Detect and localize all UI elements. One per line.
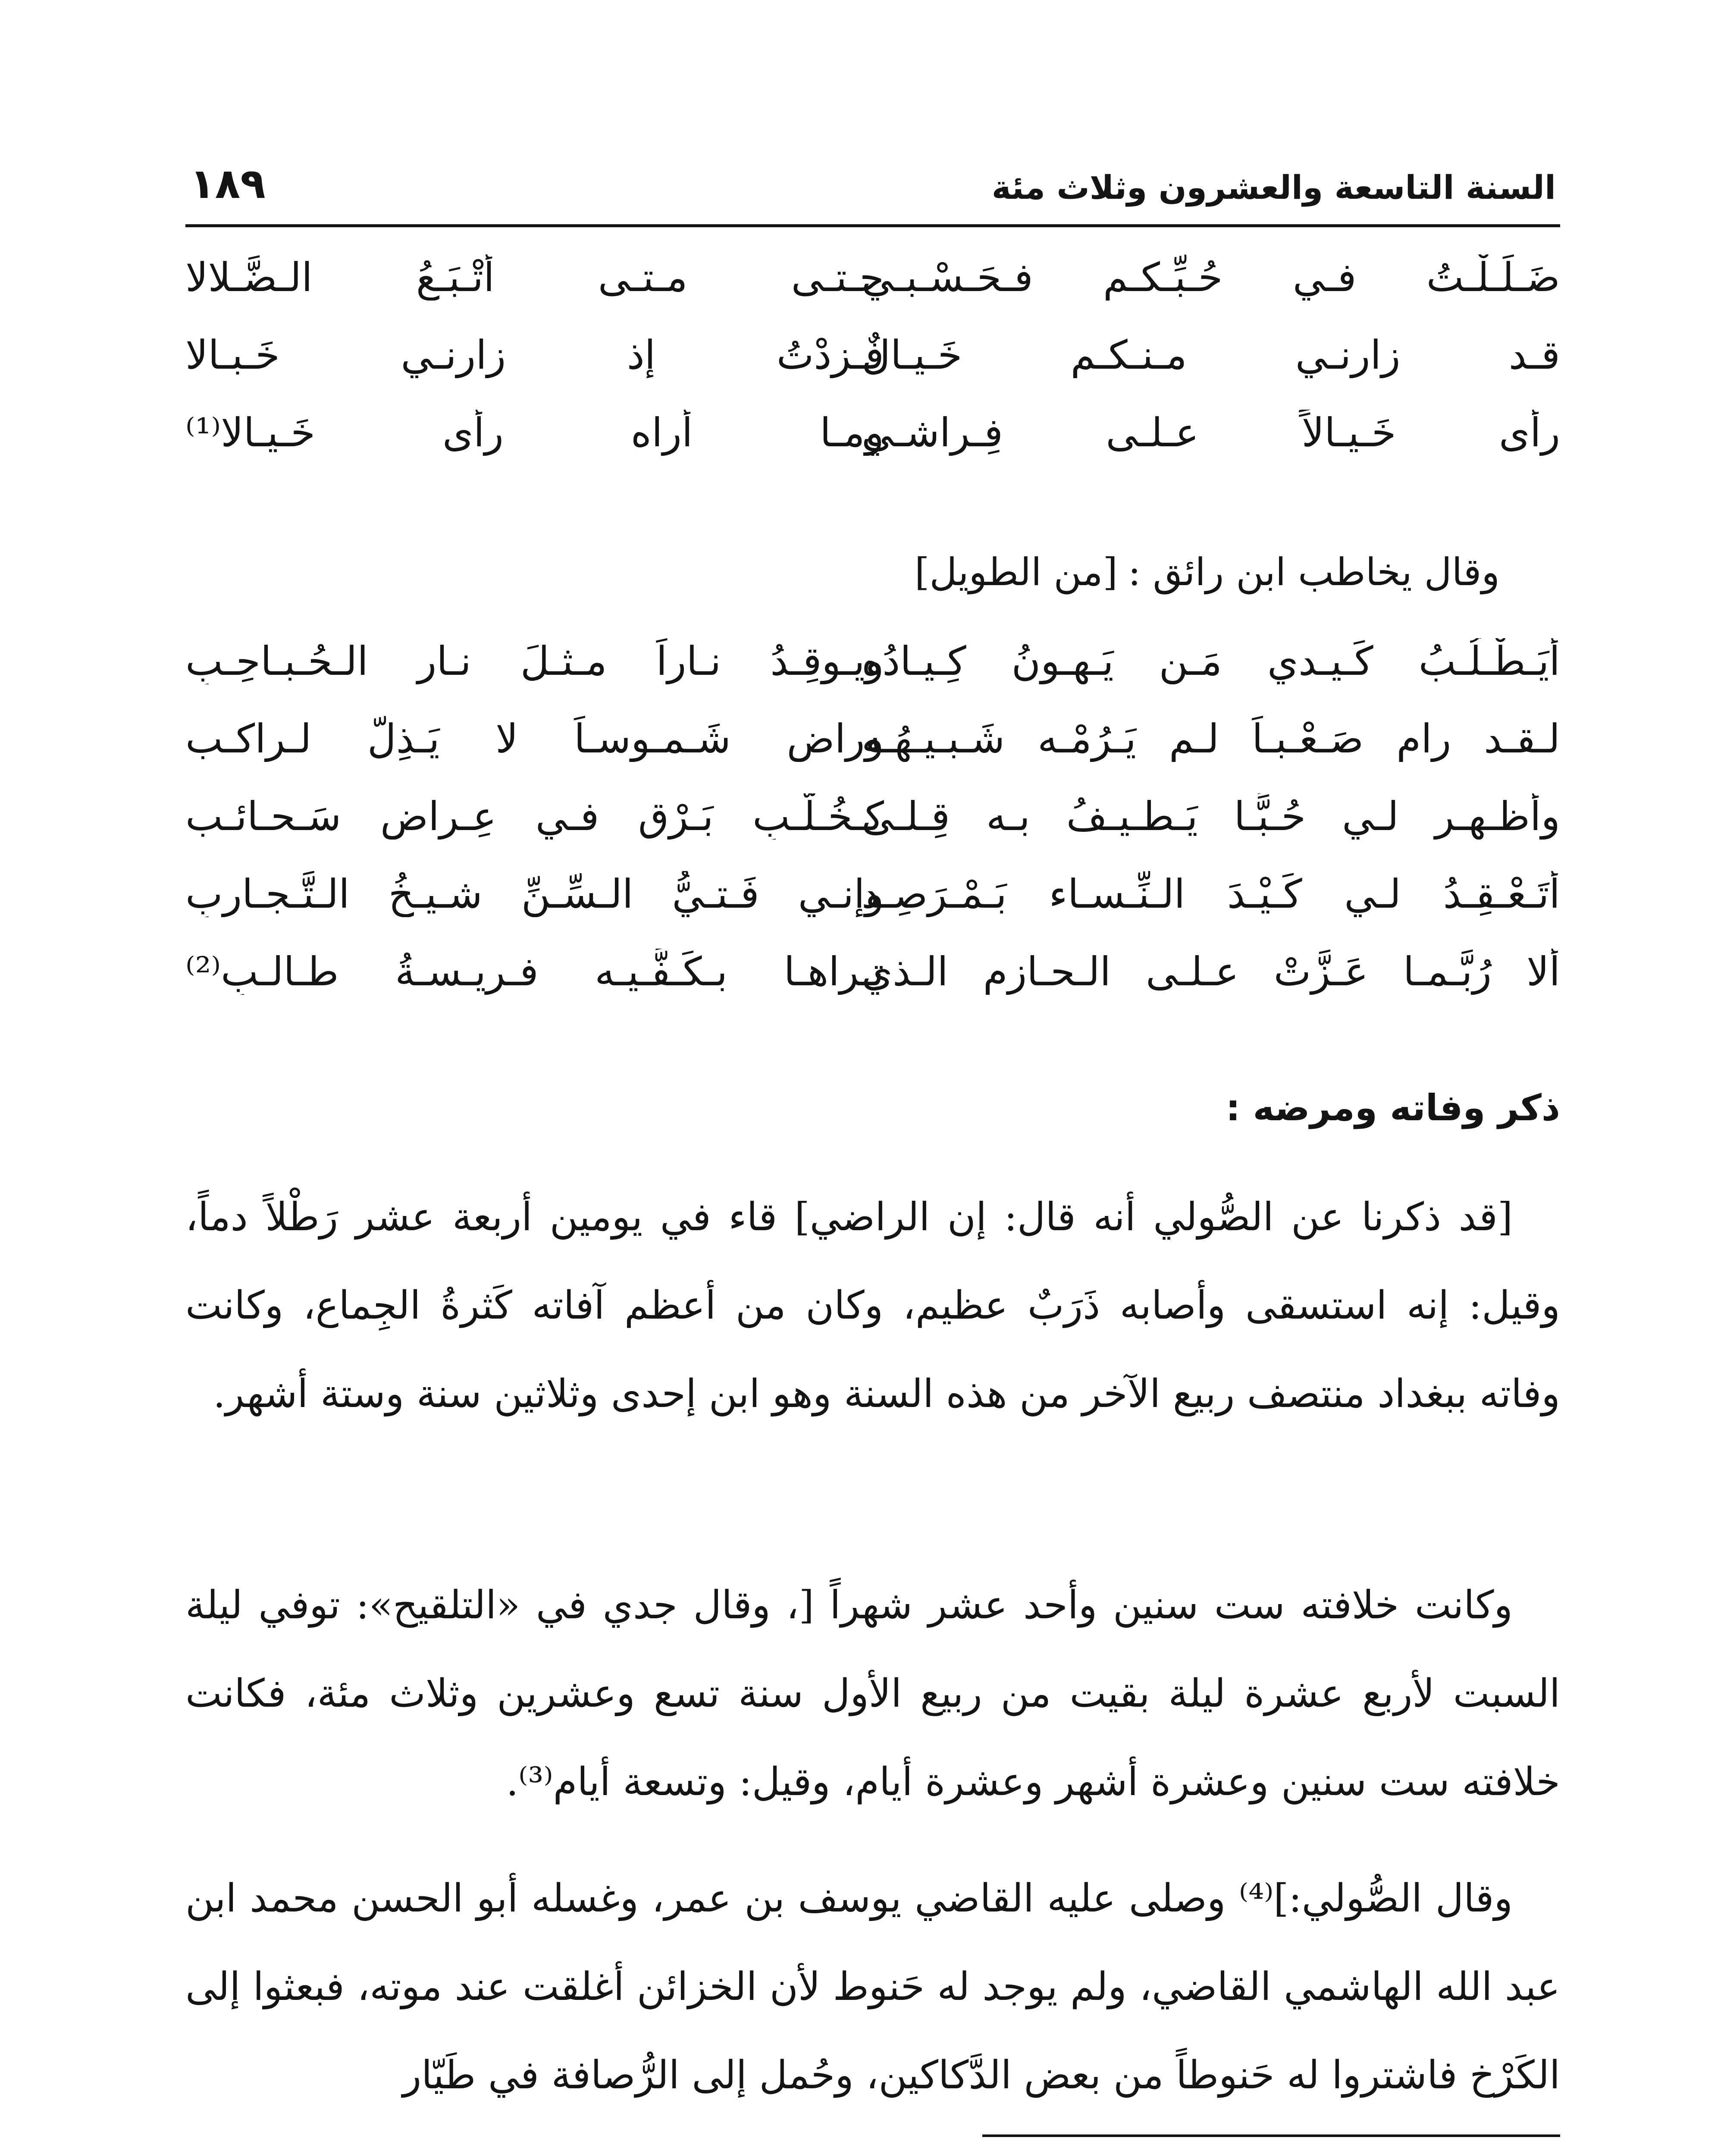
verse-first-hemistich: لـقـد رام صَـعْـبـاً لـم يَـرُمْـه شَـبـيـهُـه <box>862 716 1560 762</box>
verse-line <box>185 936 1560 1013</box>
paragraph: وكانت خلافته ست سنين وأحد عشر شهراً [، وقال جدي في «التلقيح»: توفي ليلة السبت لأربع عشرة ليلة بقيت من ربيع الأول سنة تسع وعشرين وثلاث مئة، فكانت خلافته ست سنين وعشرة أشهر وعشرة أيام، وقيل: وتسعة أيام⁽³⁾. <box>185 1583 1560 1805</box>
verse-line <box>185 319 1560 397</box>
verse-line <box>185 858 1560 936</box>
verse-second-hemistich: تـراهـا بـكَـفَّـيـه فـريـسـةُ طـالـبِ⁽²⁾ <box>185 949 884 995</box>
paragraph: [قد ذكرنا عن الصُّولي أنه قال: إن الراضي] قاء في يومين أربعة عشر رَطْلاً دماً، وقيل: إنه استسقى وأصابه ذَرَبٌ عظيم، وكان من أعظم آفاته كَثرةُ الجِماع، وكانت وفاته ببغداد منتصف ربيع الآخر من هذه السنة وهو ابن إحدى وثلاثين سنة وستة أشهر. <box>185 1194 1560 1416</box>
poem-first <box>185 241 1560 474</box>
running-header <box>190 160 1556 224</box>
verse-line <box>185 703 1560 780</box>
paragraph: وقال الصُّولي:]⁽⁴⁾ وصلى عليه القاضي يوسف بن عمر، وغسله أبو الحسن محمد ابن عبد الله الهاشمي القاضي، ولم يوجد له حَنوط لأن الخزائن أغلقت عند موته، فبعثوا إلى الكَرْخ فاشتروا له حَنوطاً من بعض الدَّكاكين، وحُمل إلى الرُّصافة في طَيّار <box>185 1876 1560 2098</box>
verse-second-hemistich: وإنـي فَـتـيُّ الـسِّـنِّ شـيـخُ الـتَّـجـارِبِ <box>185 871 884 917</box>
verse-first-hemistich: ألا رُبَّـمـا عَـزَّتْ عـلـى الـحـازم الـذي <box>862 949 1560 995</box>
verse-line <box>185 625 1560 703</box>
poem-meter: [من الطويل] <box>915 550 1118 594</box>
verse-first-hemistich: أتَـعْـقِـدُ لـي كَـيْـدَ الـنِّـسـاء بَـمْـرَصِـد <box>862 871 1560 917</box>
section-heading: ذكر وفاته ومرضه : <box>1226 1087 1560 1129</box>
footnote-rule <box>982 2134 1560 2137</box>
verse-second-hemistich: ويـوقِـدُ نـاراً مـثـلَ نـارِ الـحُـبـاحِـبِ <box>185 638 884 684</box>
verse-first-hemistich: قـد زارنـي مـنـكـم خَـيـالٌ <box>862 332 1560 378</box>
page-number: ١٨٩ <box>190 160 266 208</box>
header-rule <box>185 224 1560 227</box>
poem-second <box>185 625 1560 1013</box>
verse-second-hemistich: فـزِدْتُ إذ زارنـي خَـبـالا <box>185 332 884 378</box>
verse-first-hemistich: رأى خَـيـالاً عـلـى فِـراشـي <box>862 410 1560 456</box>
poem-introduction <box>915 550 1500 594</box>
verse-second-hemistich: وراض شَـمـوسـاً لا يَـذِلُّ لـراكـب <box>185 716 884 762</box>
poem-introduction-text: وقال يخاطب ابن رائق : <box>1128 550 1500 594</box>
verse-first-hemistich: أيَـطْـلُـبُ كَـيـدي مَـن يَـهـونُ كِـيـادُه <box>862 638 1560 684</box>
verse-second-hemistich: حـتـى مـتـى أتْـبَـعُ الـضَّـلالا <box>185 254 884 301</box>
running-header-title: السنة التاسعة والعشرون وثلاث مئة <box>991 168 1556 207</box>
verse-second-hemistich: كـخُـلَّـبِ بَـرْقٍ فـي عِـراضِ سَـحـائـب <box>185 793 884 840</box>
verse-second-hemistich: ومـا أُراه رأى خَـيـالا⁽¹⁾ <box>185 410 884 456</box>
verse-line <box>185 241 1560 319</box>
verse-first-hemistich: ضَـلَـلْـتُ فـي حُـبِّـكـم فـحَـسْـبـي <box>862 254 1560 301</box>
verse-first-hemistich: وأظـهـر لـي حُـبًّـا يَـطـيـفُ بـه قِـلـى <box>862 793 1560 840</box>
verse-line <box>185 397 1560 474</box>
verse-line <box>185 780 1560 858</box>
